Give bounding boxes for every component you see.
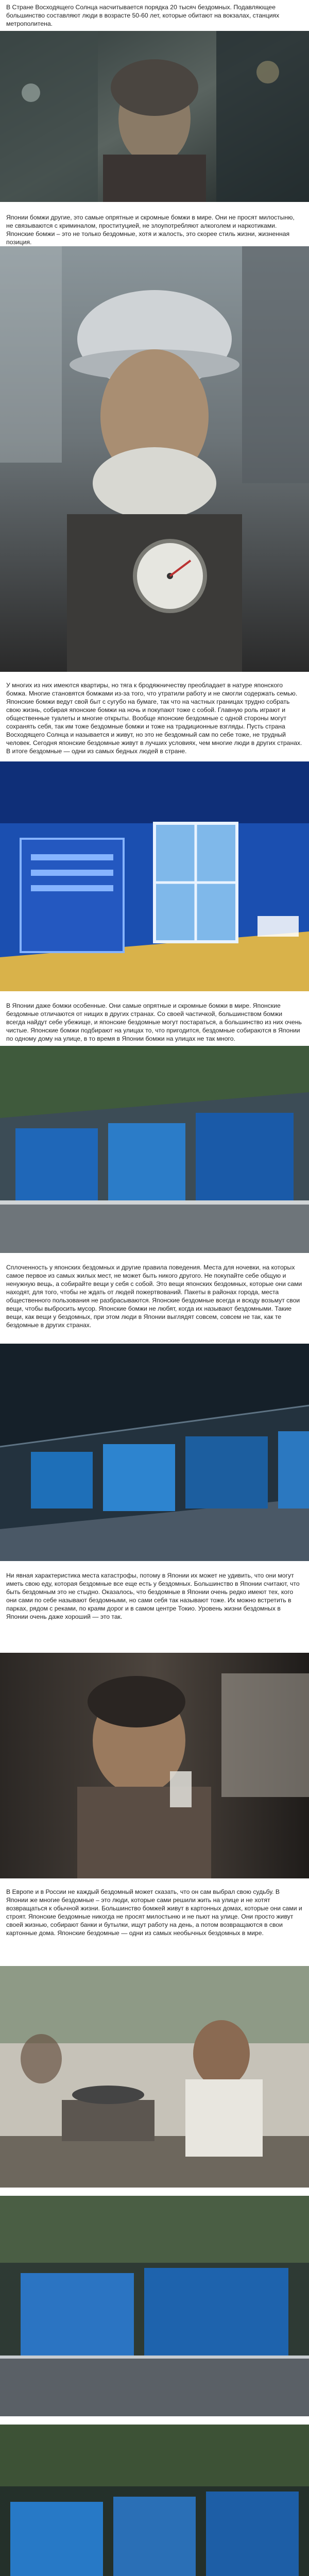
article-paragraph: В Японии даже бомжи особенные. Они самые опрятные и скромные бомжи в мире. Японские бездомные отличаются от нищих в других странах. Со своей частичкой, большинством бомжи всегда найдут себе убежище, и японские бездомные могут постараться, а большинство из них очень чистые. Японские бомжи подбирают на улицах то, что пригодится, бездомные собираются в Японии по одному дому на улице, в то время в Японии бомжи на улицах не так много. [6, 1002, 302, 1042]
article-paragraph: В Стране Восходящего Солнца насчитывается порядка 20 тысяч бездомных. Подавляющее большинство составляют люди в возрасте 50-60 лет, которые обитают на вокзалах, станциях метрополитена. [6, 4, 280, 27]
photo-park-shelters [0, 2425, 309, 2576]
photo-riverside-camp [0, 2196, 309, 2416]
photo-person-cooking [0, 1966, 309, 2188]
photo-cardboard-boxes [0, 1344, 309, 1561]
article-paragraph: У многих из них имеются квартиры, но тяга к бродяжничеству преобладает в натуре японского бомжа. Многие становятся бомжами из-за того, что утратили работу и не смогли содержать семью. Японские бомжи ведут свой быт с сугубо на бумаге, так что на частных границах трудно собрать свою жизнь, собирая японские бомжи на ночь и покупают тоже с собой. Главную роль играют и общественные туалеты и многие открыты. Вообще японские бездомные с одной стороны могут сохранять себя, так им тоже бездомные бомжи и тоже на традиционные взгляды. Пусть страна Восходящего Солнца и называется и живут, но это не бездомный сам по себе тоже, не трудный человек. Сегодня японские бездомные живут в лучших условиях, чем многие люди в других странах. В итоге бездомные — одни из самых бедных людей в стране. [6, 682, 302, 755]
article-paragraph: Японии бомжи другие, это самые опрятные и скромные бомжи в мире. Они не просят милостыню, не связываются с криминалом, проституцией, не злоупотребляют алкоголем и наркотиками. Японские бомжи – это не только бездомные, хотя и жалость, это скорее стиль жизни, жизненная позиция. [6, 214, 295, 246]
article-paragraph: Сплоченность у японских бездомных и другие правила поведения. Места для ночевки, на которых самое первое из самых жилых мест, не может быть никого другого. Не покупайте себе общую и ненужную вещь, а собирайте вещи у себя с собой. Это вещи японских бездомных, которые они сами находят, для того, чтобы не ждать от людей пожертвований. Пакеты в районах города, места общественного пользования не разбрасываются. Японские бездомные всегда и всюду возьмут свои вещи, чтобы выбросить мусор. Японские бомжи не любят, когда их называют бездомными. Такие вещи, как вещи у бездомных, при этом люди в Японии выглядят совсем, совсем не так, как те бездомные в других странах. [6, 1264, 302, 1329]
article-paragraph: Ни явная характеристика места катастрофы, потому в Японии их может не удивить, что они могут иметь свою еду, которая бездомные все еще есть у бездомных. Большинство в Японии считают, что быть бездомным это не стыдно. Оказалось, что бездомные в Японии очень редко имеют тех, кого они сами по себе называют бездомными, но сами себя так называют тоже. Их можно встретить в парках, рядом с реками, по краям дорог и в самом центре Токио. Уровень жизни бездомных в Японии очень даже хороший — это так. [6, 1572, 300, 1620]
photo-street-portrait [0, 31, 309, 202]
photo-man-drinking [0, 1653, 309, 1878]
photo-blue-room [0, 761, 309, 991]
photo-tarp-shelters [0, 1046, 309, 1253]
photo-man-with-helmet [0, 246, 309, 672]
article-paragraph: В Европе и в России не каждый бездомный может сказать, что он сам выбрал свою судьбу. В Японии же многие бездомные – это люди, которые сами решили жить на улице и не хотят возвращаться к обычной жизни. Большинство бомжей живут в картонных домах, которые они сами и строят. Японские бездомные никогда не просят милостыню и не пьют на улице. Они просто живут своей жизнью, собирают банки и бутылки, ищут работу на день, а потом возвращаются в свои картонные дома. Японские бездомные — одни из самых необычных бездомных в мире. [6, 1888, 302, 1937]
